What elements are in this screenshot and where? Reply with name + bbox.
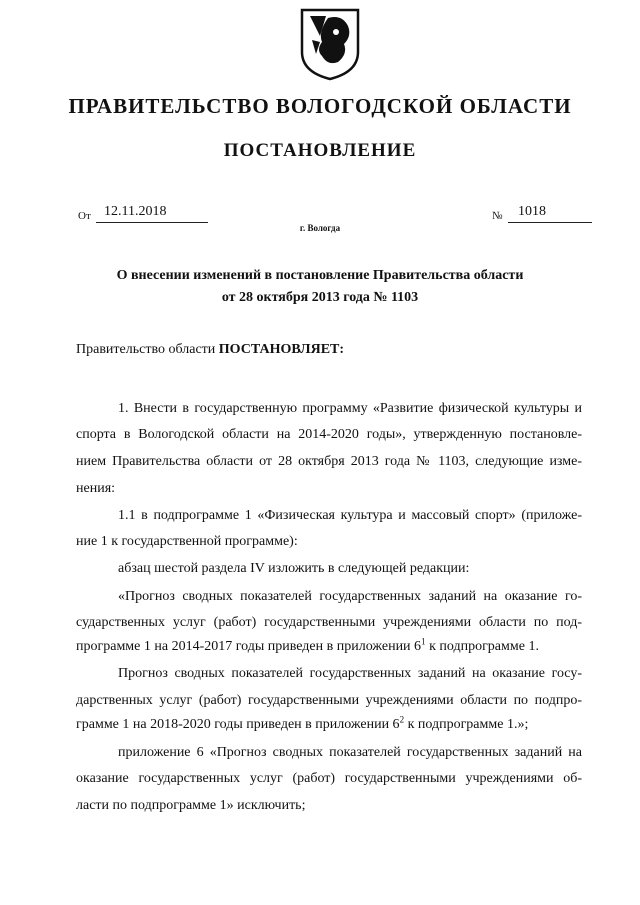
- p6-line1: приложение 6 «Прогноз сводных показателей государственных заданий на: [118, 745, 582, 760]
- document-title-line2: от 28 октября 2013 года № 1103: [221, 290, 419, 305]
- p6-line3: ласти по подпрограмме 1» исключить;: [76, 798, 306, 813]
- p6-line2: оказание государственных услуг (работ) государственными учреждениями об-: [76, 771, 582, 786]
- p5-superscript: 2: [399, 714, 405, 725]
- document-type: ПОСТАНОВЛЕНИЕ: [223, 140, 417, 161]
- p5-line1: Прогноз сводных показателей государственных заданий на оказание госу-: [118, 666, 582, 681]
- p4-line1: «Прогноз сводных показателей государственных заданий на оказание го-: [118, 589, 582, 604]
- p5-line3: [76, 714, 529, 732]
- p3-line: абзац шестой раздела IV изложить в следующей редакции:: [118, 561, 470, 576]
- document-number: 1018: [518, 204, 546, 219]
- p4-line2: сударственных услуг (работ) государственными учреждениями области по под-: [76, 615, 582, 630]
- p4-line3-text: программе 1 на 2014-2017 годы приведен в приложении 6: [76, 639, 422, 654]
- p4-superscript: 1: [421, 636, 426, 647]
- organization-name: ПРАВИТЕЛЬСТВО ВОЛОГОДСКОЙ ОБЛАСТИ: [68, 94, 572, 118]
- p1-line4: нения:: [76, 481, 116, 496]
- preamble: [76, 343, 344, 357]
- document-title-line1: О внесении изменений в постановление Правительства области: [116, 268, 524, 283]
- p5-line3-tail: к подпрограмме 1.»;: [404, 717, 529, 732]
- p2-line1: 1.1 в подпрограмме 1 «Физическая культура и массовый спорт» (приложе-: [118, 508, 582, 523]
- preamble-text: Правительство области: [76, 342, 219, 357]
- p5-line3-text: грамме 1 на 2018-2020 годы приведен в приложении 6: [76, 717, 400, 732]
- p2-line2: ние 1 к государственной программе):: [76, 534, 298, 549]
- document-date: 12.11.2018: [104, 204, 167, 219]
- coat-of-arms-icon: [298, 6, 362, 82]
- p1-line3: нием Правительства области от 28 октября 2013 года № 1103, следующие изме-: [76, 454, 582, 469]
- p5-line2: дарственных услуг (работ) государственными учреждениями области по подпро-: [76, 693, 582, 708]
- city-label: г. Вологда: [299, 223, 341, 233]
- preamble-decree-word: ПОСТАНОВЛЯЕТ:: [218, 342, 345, 357]
- number-prefix: №: [492, 210, 503, 222]
- date-prefix: От: [78, 210, 91, 222]
- p4-line3-tail: к подпрограмме 1.: [425, 639, 539, 654]
- p1-line1: 1. Внести в государственную программу «Развитие физической культуры и: [118, 401, 582, 416]
- p1-line2: спорта в Вологодской области на 2014-2020 годы», утвержденную постановле-: [76, 427, 582, 442]
- p4-line3: [76, 636, 539, 654]
